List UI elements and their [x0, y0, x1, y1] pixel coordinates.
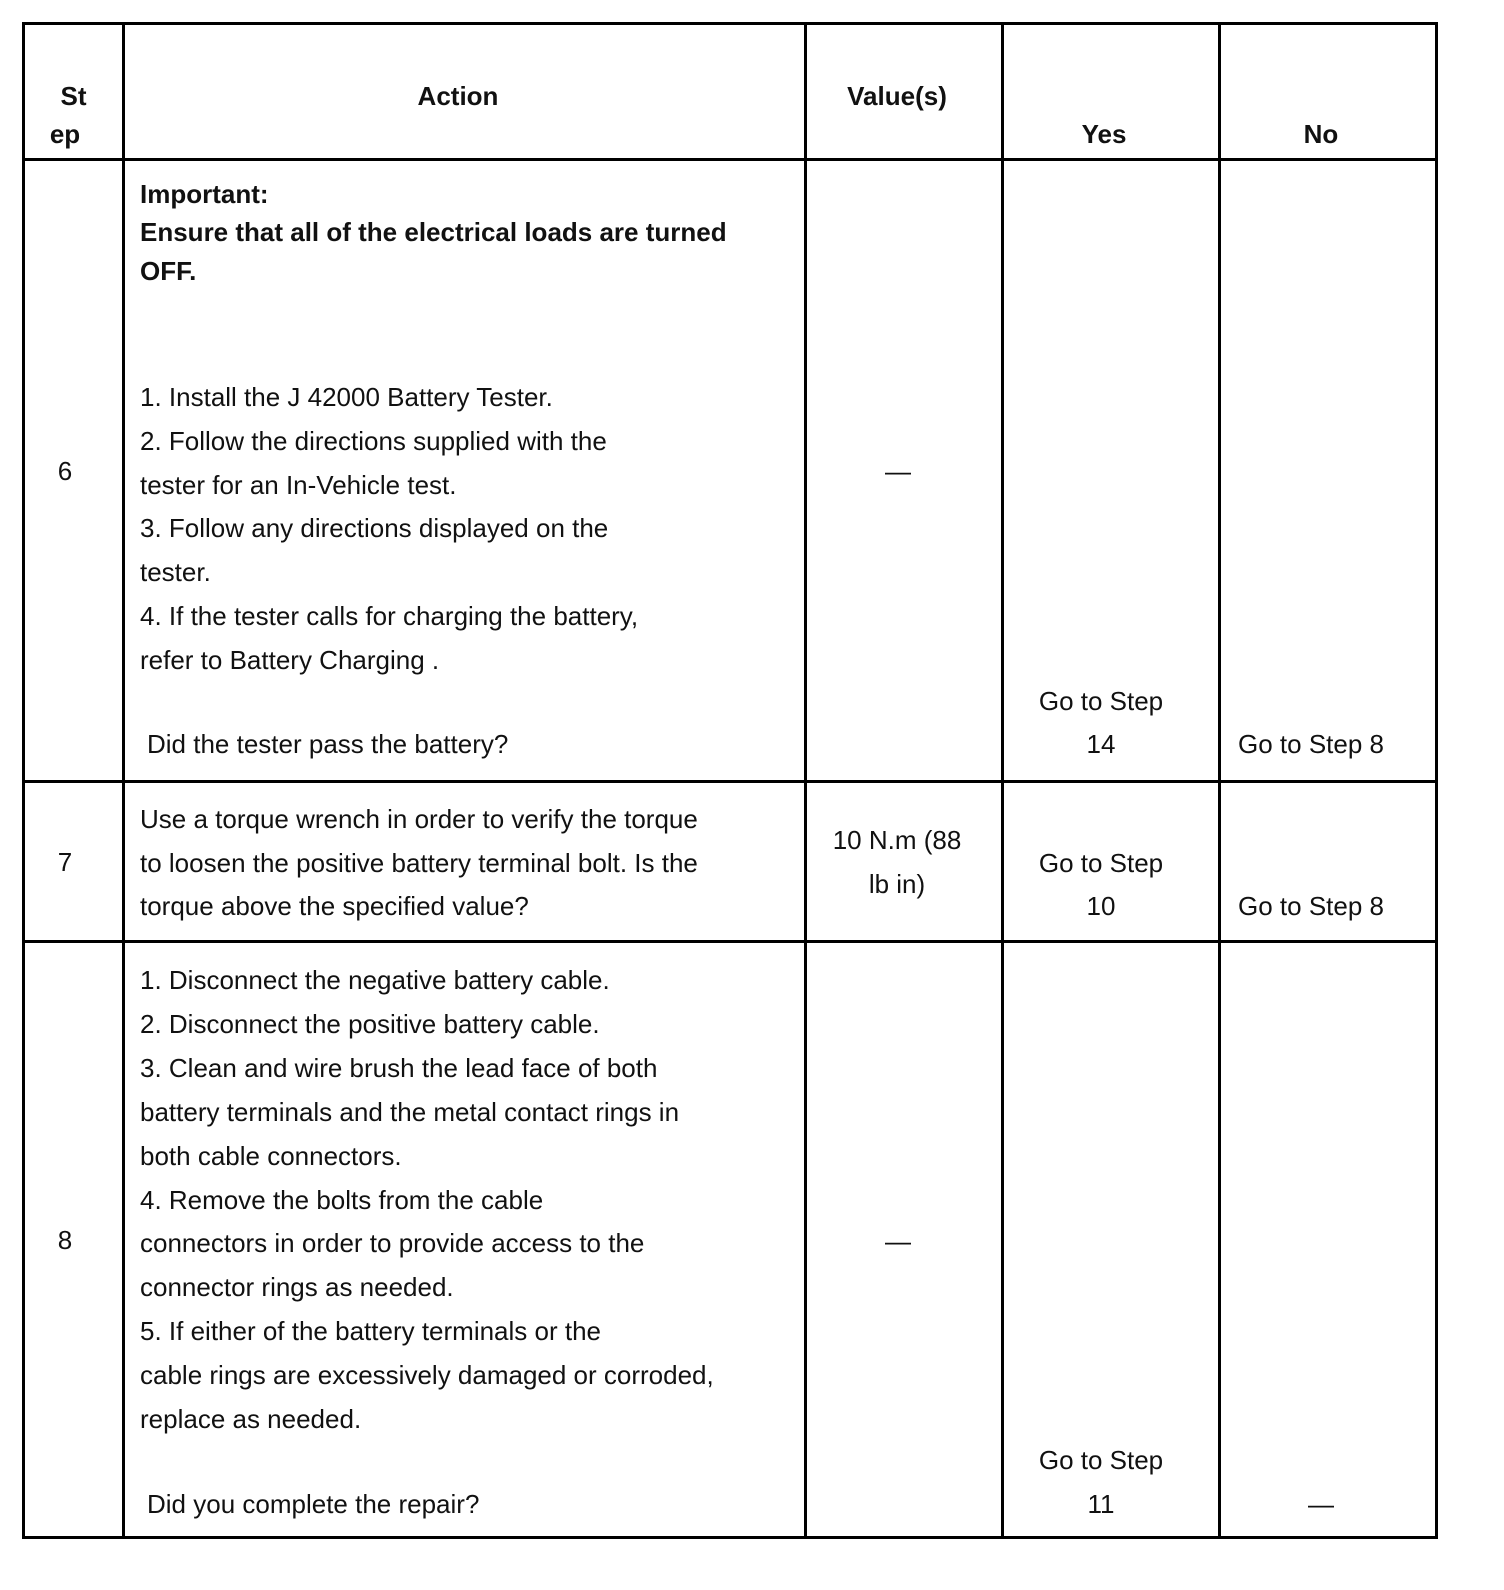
value-text: 10 N.m (88	[832, 825, 962, 855]
action-line: battery terminals and the metal contact rings in	[140, 1097, 680, 1127]
yes-link[interactable]: Go to Step	[1038, 1445, 1164, 1475]
yes-link[interactable]: 10	[1086, 891, 1116, 921]
yes-link[interactable]: 11	[1087, 1489, 1115, 1519]
action-line: both cable connectors.	[140, 1141, 402, 1171]
value-text: —	[885, 456, 911, 486]
step-number: 8	[57, 1225, 73, 1255]
yes-link[interactable]: 14	[1086, 729, 1116, 759]
action-line: 4. Remove the bolts from the cable	[140, 1185, 544, 1215]
yes-link[interactable]: Go to Step	[1038, 686, 1164, 716]
important-text: OFF.	[140, 256, 197, 286]
table-border-top	[22, 22, 1438, 25]
yes-link[interactable]: Go to Step	[1038, 848, 1164, 878]
action-line: tester for an In-Vehicle test.	[140, 470, 457, 500]
action-line: connectors in order to provide access to the	[140, 1228, 645, 1258]
action-line: connector rings as needed.	[140, 1272, 454, 1302]
no-link[interactable]: Go to Step 8	[1238, 891, 1384, 921]
value-text: —	[885, 1226, 911, 1256]
action-line: to loosen the positive battery terminal bolt. Is the	[140, 848, 698, 878]
header-action: Action	[417, 81, 499, 111]
action-line: 3. Follow any directions displayed on the	[140, 513, 609, 543]
column-divider	[804, 22, 807, 1539]
header-no: No	[1303, 119, 1339, 149]
action-line: refer to Battery Charging .	[140, 645, 440, 675]
table-border-left	[22, 22, 25, 1539]
row-divider	[22, 780, 1438, 783]
step-number: 7	[57, 847, 73, 877]
action-line: cable rings are excessively damaged or corroded,	[140, 1360, 714, 1390]
row-divider	[22, 940, 1438, 943]
action-line: 1. Disconnect the negative battery cable.	[140, 965, 610, 995]
table-border-bottom	[22, 1536, 1438, 1539]
column-divider	[1001, 22, 1004, 1539]
important-label: Important:	[140, 179, 269, 209]
action-line: 2. Follow the directions supplied with the	[140, 426, 607, 456]
action-line: replace as needed.	[140, 1404, 362, 1434]
action-line: Use a torque wrench in order to verify the torque	[140, 804, 698, 834]
important-text: Ensure that all of the electrical loads are turned	[140, 217, 727, 247]
header-yes: Yes	[1081, 119, 1127, 149]
no-value: —	[1308, 1489, 1334, 1519]
no-link[interactable]: Go to Step 8	[1238, 729, 1384, 759]
action-line: 5. If either of the battery terminals or the	[140, 1316, 602, 1346]
table-border-right	[1435, 22, 1438, 1539]
header-divider	[22, 158, 1438, 161]
question-text: Did the tester pass the battery?	[147, 729, 509, 759]
action-line: 2. Disconnect the positive battery cable.	[140, 1009, 600, 1039]
action-line: 3. Clean and wire brush the lead face of both	[140, 1053, 658, 1083]
header-values: Value(s)	[847, 81, 947, 111]
action-line: 1. Install the J 42000 Battery Tester.	[140, 382, 553, 412]
column-divider	[1218, 22, 1221, 1539]
question-text: Did you complete the repair?	[147, 1489, 480, 1519]
value-text: lb in)	[868, 869, 926, 899]
column-divider	[122, 22, 125, 1539]
header-step-line2: ep	[49, 119, 81, 149]
action-line: 4. If the tester calls for charging the battery,	[140, 601, 639, 631]
action-line: tester.	[140, 557, 211, 587]
action-line: torque above the specified value?	[140, 891, 529, 921]
step-number: 6	[57, 456, 73, 486]
header-step-line1: St	[60, 81, 87, 111]
